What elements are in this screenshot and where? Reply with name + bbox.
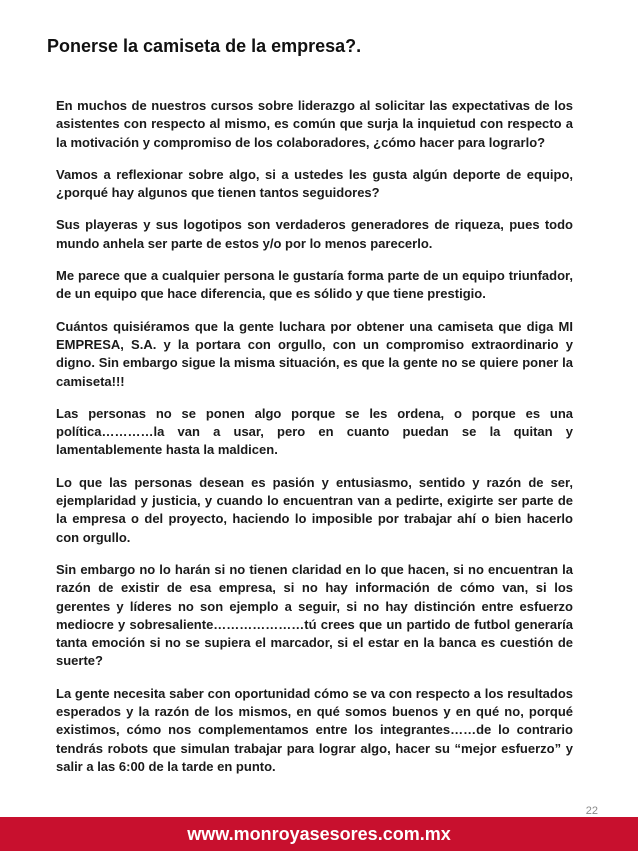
footer-bar (0, 817, 638, 851)
page-number: 22 (585, 805, 598, 817)
footer-website-link[interactable]: www.monroyasesores.com.mx (187, 824, 451, 844)
page-title: Ponerse la camiseta de la empresa?. (47, 36, 362, 56)
paragraph: Sus playeras y sus logotipos son verdaderos generadores de riqueza, pues todo mundo anhela ser parte de estos y/o por lo menos parecerlo. (56, 217, 573, 251)
paragraph: Vamos a reflexionar sobre algo, si a ustedes les gusta algún deporte de equipo, ¿porqué hay algunos que tienen tantos seguidores? (56, 166, 573, 201)
paragraph: Cuántos quisiéramos que la gente luchara por obtener una camiseta que diga MI EMPRESA, S.A. y la portara con orgullo, con un compromiso extraordinario y digno. Sin embargo sigue la misma situación, es que la gente no se quiere poner la camiseta!!! (56, 318, 573, 389)
paragraph: Las personas no se ponen algo porque se les ordena, o porque es una política…………la van a usar, pero en cuanto puedan se la quitan y lamentablemente hasta la maldicen. (56, 405, 573, 458)
paragraph: En muchos de nuestros cursos sobre liderazgo al solicitar las expectativas de los asistentes con respecto al mismo, es común que surja la inquietud con respecto a la motivación y compromiso de los colaboradores, ¿cómo hacer para lograrlo? (56, 98, 573, 150)
paragraph: Me parece que a cualquier persona le gustaría forma parte de un equipo triunfador, de un equipo que hace diferencia, que es sólido y que tiene prestigio. (56, 268, 573, 302)
article-body (56, 97, 573, 790)
paragraph: Sin embargo no lo harán si no tienen claridad en lo que hacen, si no encuentran la razón de existir de esa empresa, si no hay información de cómo van, si los gerentes y líderes no son ejemplo a seguir, si no hay distinción entre esfuerzo mediocre y sobresaliente…………………tú crees que un partido de futbol generaría tanta emoción si no se supiera el marcador, si el estar en la banca es cuestión de suerte? (56, 561, 573, 669)
paragraph: La gente necesita saber con oportunidad cómo se va con respecto a los resultados esperados y la razón de los mismos, en qué somos buenos y en qué no, porqué existimos, cómo nos complementamos entre los integrantes……de lo contrario tendrás robots que simulan trabajar para lograr algo, hacer su “mejor esfuerzo” y salir a las 6:00 de la tarde en punto. (56, 685, 573, 774)
paragraph: Lo que las personas desean es pasión y entusiasmo, sentido y razón de ser, ejemplaridad y justicia, y cuando lo encuentran van a pedirte, exigirte ser parte de la empresa o del proyecto, haciendo lo imposible por trabajar ahí o bien hacerlo con orgullo. (56, 474, 573, 545)
